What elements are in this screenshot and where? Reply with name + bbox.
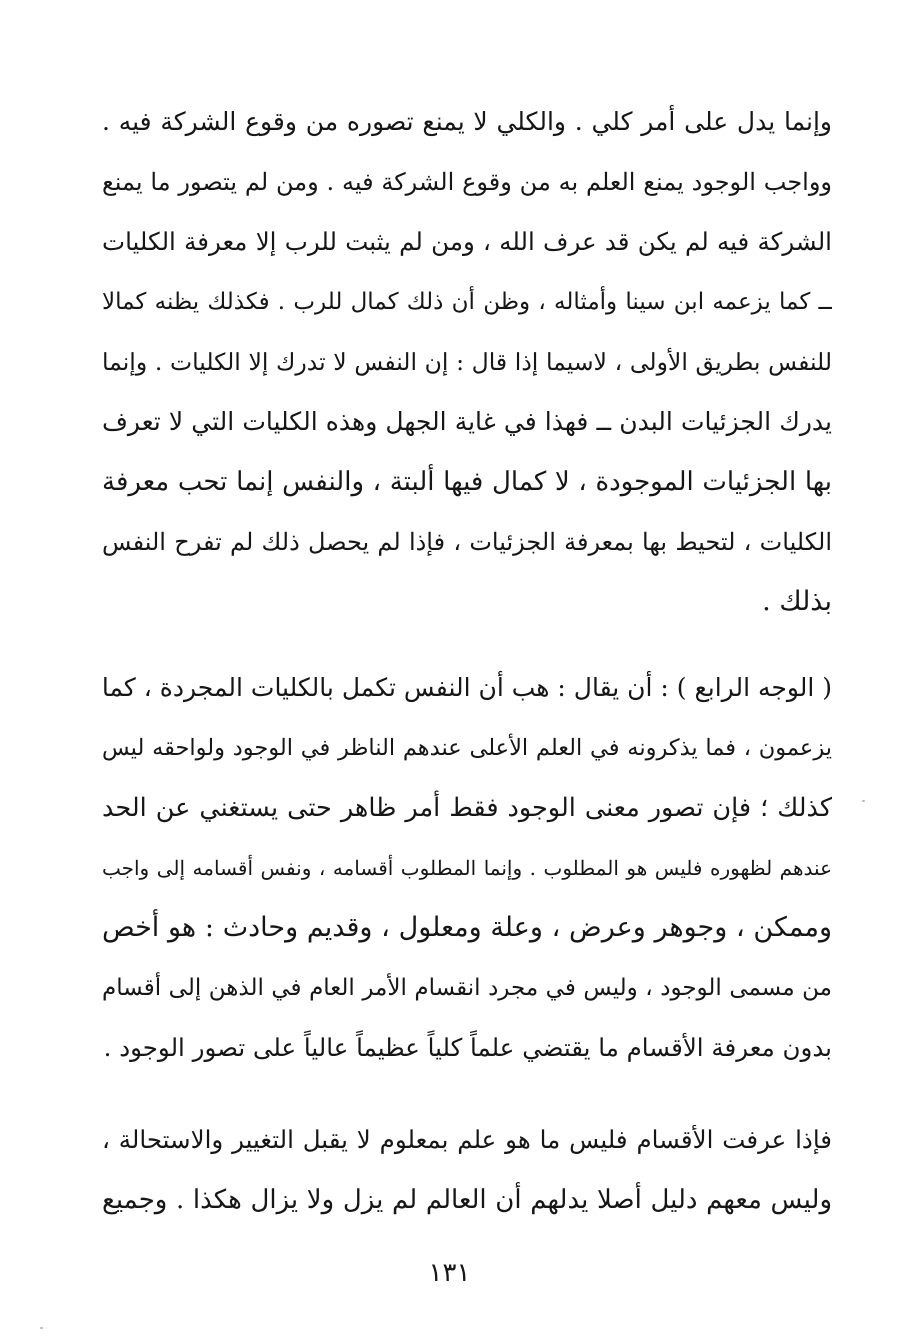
text-line: بذلك .	[762, 586, 832, 617]
text-line: ( الوجه الرابع ) : أن يقال : هب أن النفس تكمل بالكليات المجردة ، كما	[102, 673, 832, 702]
text-line: الشركة فيه لم يكن قد عرف الله ، ومن لم يثبت للرب إلا معرفة الكليات	[102, 227, 832, 256]
text-line: عندهم لظهوره فليس هو المطلوب . وإنما المطلوب أقسامه ، ونفس أقسامه إلى واجب	[102, 856, 832, 880]
text-line: وواجب الوجود يمنع العلم به من وقوع الشركة فيه . ومن لم يتصور ما يمنع	[102, 168, 832, 196]
text-line: ــ كما يزعمه ابن سينا وأمثاله ، وظن أن ذلك كمال للرب . فكذلك يظنه كمالا	[102, 289, 832, 315]
text-line: من مسمى الوجود ، وليس في مجرد انقسام الأمر العام في الذهن إلى أقسام	[102, 975, 832, 1001]
text-line: للنفس بطريق الأولى ، لاسيما إذا قال : إن النفس لا تدرك إلا الكليات . وإنما	[102, 348, 832, 376]
text-line: فإذا عرفت الأقسام فليس ما هو علم بمعلوم لا يقبل التغيير والاستحالة ،	[102, 1125, 832, 1154]
text-line: يدرك الجزئيات البدن ــ فهذا في غاية الجهل وهذه الكليات التي لا تعرف	[102, 407, 832, 436]
paragraph-1	[102, 92, 832, 632]
text-line: بها الجزئيات الموجودة ، لا كمال فيها ألبتة ، والنفس إنما تحب معرفة	[102, 467, 832, 497]
scan-speck	[40, 1327, 43, 1329]
paragraph-3	[102, 1110, 832, 1230]
page-number: ١٣١	[428, 1258, 471, 1288]
text-line: بدون معرفة الأقسام ما يقتضي علماً كلياً عظيماً عالياً على تصور الوجود .	[103, 1033, 832, 1062]
paragraph-2	[102, 658, 832, 1078]
text-line: كذلك ؛ فإن تصور معنى الوجود فقط أمر ظاهر حتى يستغني عن الحد	[102, 793, 832, 823]
text-line: وإنما يدل على أمر كلي . والكلي لا يمنع تصوره من وقوع الشركة فيه .	[102, 107, 832, 136]
text-line: الكليات ، لتحيط بها بمعرفة الجزئيات ، فإذا لم يحصل ذلك لم تفرح النفس	[102, 528, 832, 556]
text-line: وممكن ، وجوهر وعرض ، وعلة ومعلول ، وقديم وحادث : هو أخص	[102, 912, 832, 943]
scan-speck	[862, 800, 865, 802]
text-line: وليس معهم دليل أصلا يدلهم أن العالم لم يزل ولا يزال هكذا . وجميع	[102, 1185, 832, 1215]
text-line: يزعمون ، فما يذكرونه في العلم الأعلى عندهم الناظر في الوجود ولواحقه ليس	[102, 735, 832, 761]
